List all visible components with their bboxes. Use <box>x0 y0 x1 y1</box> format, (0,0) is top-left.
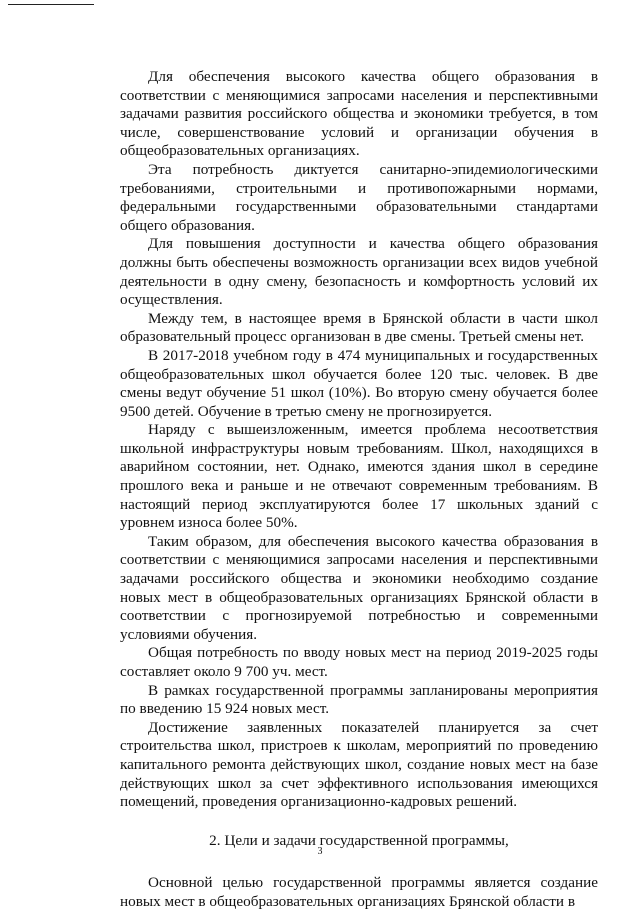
paragraph: Общая потребность по вводу новых мест на период 2019-2025 годы составляет около 9 700 уч. мест. <box>120 644 598 680</box>
paragraph: Между тем, в настоящее время в Брянской области в части школ образовательный процесс организован в две смены. Третьей смены нет. <box>120 309 598 346</box>
top-rule <box>8 4 94 5</box>
paragraph: Достижение заявленных показателей планируется за счет строительства школ, пристроев к школам, мероприятий по проведению капитального ремонта действующих школ, создание новых мест на базе действующих школ за счет эффективного использования имеющихся помещений, проведения организационно-кадровых решений. <box>120 718 598 811</box>
document-body <box>120 68 598 912</box>
section-heading: 2. Цели и задачи государственной программы, <box>209 831 509 849</box>
paragraph: Для повышения доступности и качества общего образования должны быть обеспечены возможность организации всех видов учебной деятельности в одну смену, безопасность и комфортность условий их осуществления. <box>120 235 598 309</box>
paragraph: Эта потребность диктуется санитарно-эпидемиологическими требованиями, строительными и противопожарными нормами, федеральными государственными образовательными стандартами общего образования. <box>120 160 598 234</box>
paragraph: В рамках государственной программы запланированы мероприятия по введению 15 924 новых мест. <box>120 681 598 718</box>
paragraph: Таким образом, для обеспечения высокого качества образования в соответствии с меняющимися запросами населения и перспективными задачами российского общества и экономики необходимо создание новых мест в общеобразовательных организациях Брянской области в соответствии с прогнозируемой потребностью и современными условиями обучения. <box>120 532 598 643</box>
page-number: 3 <box>317 846 323 857</box>
paragraph: Для обеспечения высокого качества общего образования в соответствии с меняющимися запросами населения и перспективными задачами развития российского общества и экономики требуется, в том числе, совершенствование условий и организации обучения в общеобразовательных организациях. <box>120 68 598 160</box>
paragraph: Основной целью государственной программы является создание новых мест в общеобразовательных организациях Брянской области в <box>120 874 598 910</box>
paragraph: Наряду с вышеизложенным, имеется проблема несоответствия школьной инфраструктуры новым требованиям. Школ, находящихся в аварийном состоянии, нет. Однако, имеются здания школ в середине прошлого века и раньше и не отвечают современным требованиям. В настоящий период эксплуатируются более 17 школьных зданий с уровнем износа более 50%. <box>120 421 598 532</box>
paragraph: В 2017-2018 учебном году в 474 муниципальных и государственных общеобразовательных школ обучается более 120 тыс. человек. В две смены ведут обучение 51 школ (10%). Во вторую смену обучается более 9500 детей. Обучение в третью смену не прогнозируется. <box>120 346 598 420</box>
